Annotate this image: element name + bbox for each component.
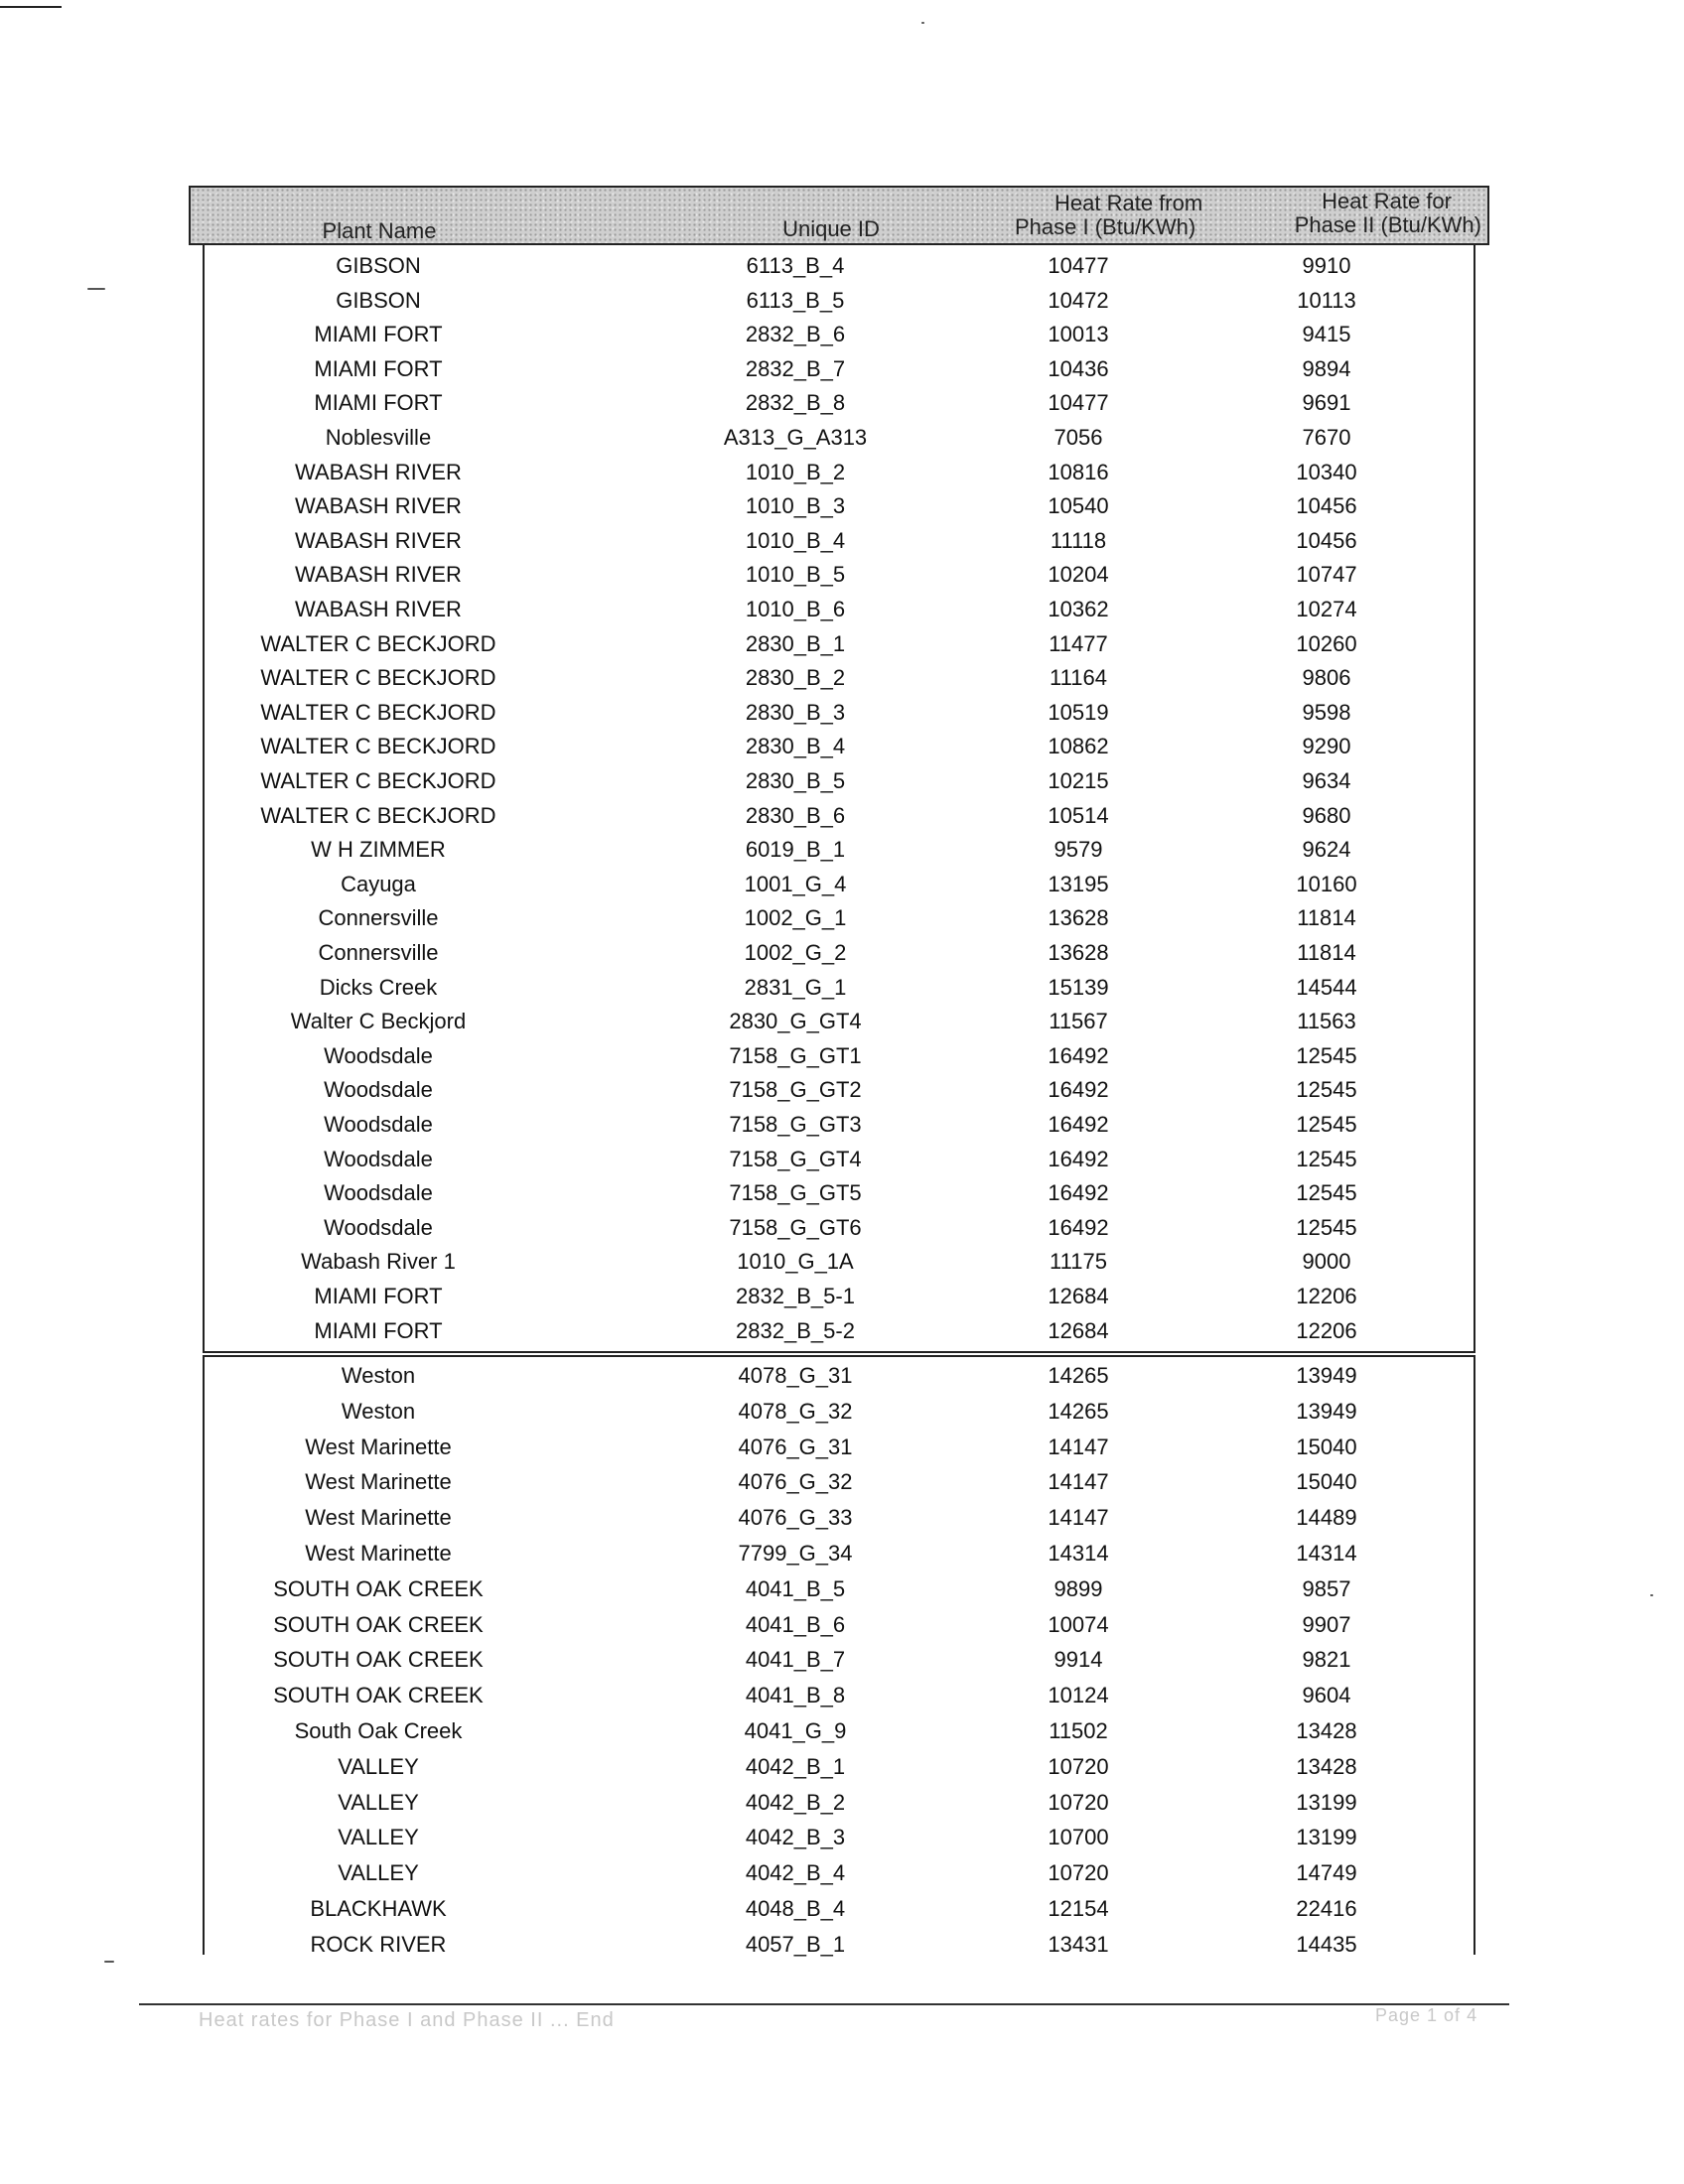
table-row — [205, 390, 1474, 424]
table-row — [205, 837, 1474, 871]
table-row — [205, 1215, 1474, 1249]
plant-name-cell: W H ZIMMER — [311, 837, 446, 863]
plant-name-cell: SOUTH OAK CREEK — [273, 1611, 484, 1637]
phase2-heat-rate-cell: 14749 — [1296, 1860, 1357, 1886]
unique-id-cell: 4041_B_5 — [745, 1575, 846, 1601]
table-row — [205, 460, 1474, 493]
table-body-section-1 — [203, 245, 1475, 1353]
header-plant-name-text: Plant Name — [322, 218, 437, 243]
phase2-heat-rate-cell: 13199 — [1296, 1789, 1357, 1815]
unique-id-cell: 6019_B_1 — [745, 837, 846, 863]
unique-id-cell: 2830_B_1 — [745, 630, 846, 656]
phase2-heat-rate-cell: 14489 — [1296, 1505, 1357, 1531]
table-row — [205, 1541, 1474, 1574]
phase1-heat-rate-cell: 10519 — [1048, 699, 1109, 725]
phase1-heat-rate-cell: 14314 — [1048, 1541, 1109, 1566]
phase1-heat-rate-cell: 9579 — [1053, 837, 1103, 863]
unique-id-cell: 7158_G_GT5 — [729, 1180, 862, 1206]
table-row — [205, 1576, 1474, 1610]
unique-id-cell: 2832_B_5-1 — [736, 1284, 855, 1308]
unique-id-cell: 1010_B_3 — [745, 493, 846, 519]
unique-id-cell: 1002_G_2 — [744, 940, 847, 965]
phase2-heat-rate-cell: 10260 — [1296, 630, 1357, 656]
phase2-heat-rate-cell: 12545 — [1296, 1042, 1357, 1068]
phase1-heat-rate-cell: 16492 — [1048, 1112, 1109, 1137]
phase1-heat-rate-cell: 10124 — [1048, 1683, 1109, 1708]
plant-name-cell: BLACKHAWK — [310, 1896, 447, 1921]
table-header — [189, 186, 1489, 245]
phase2-heat-rate-cell: 14314 — [1296, 1541, 1357, 1566]
table-row — [205, 1754, 1474, 1788]
phase1-heat-rate-cell: 10514 — [1048, 802, 1109, 828]
unique-id-cell: 2830_B_2 — [745, 665, 846, 691]
unique-id-cell: 2832_B_6 — [745, 322, 846, 347]
table-row — [205, 1860, 1474, 1894]
phase2-heat-rate-cell: 9894 — [1302, 355, 1351, 381]
unique-id-cell: 2830_G_GT4 — [729, 1009, 862, 1034]
unique-id-cell: 1001_G_4 — [744, 871, 847, 896]
table-row — [205, 1647, 1474, 1681]
unique-id-cell: 2830_B_4 — [745, 734, 846, 759]
plant-name-cell: WALTER C BECKJORD — [260, 802, 496, 828]
plant-name-cell: West Marinette — [305, 1505, 452, 1531]
unique-id-cell: 2832_B_8 — [745, 390, 846, 416]
header-phase2-line1: Heat Rate for — [1322, 189, 1452, 213]
plant-name-cell: WALTER C BECKJORD — [260, 630, 496, 656]
phase1-heat-rate-cell: 15139 — [1048, 974, 1109, 1000]
phase2-heat-rate-cell: 10274 — [1296, 597, 1357, 621]
phase2-heat-rate-cell: 7670 — [1302, 425, 1351, 450]
phase2-heat-rate-cell: 10160 — [1296, 871, 1357, 896]
table-row — [205, 631, 1474, 665]
scan-speck — [1650, 1594, 1653, 1596]
phase1-heat-rate-cell: 10436 — [1048, 355, 1109, 381]
phase1-heat-rate-cell: 10472 — [1048, 287, 1109, 313]
unique-id-cell: 7799_G_34 — [738, 1541, 853, 1566]
phase2-heat-rate-cell: 12206 — [1296, 1284, 1357, 1308]
table-row — [205, 1932, 1474, 1966]
phase2-heat-rate-cell: 9598 — [1302, 699, 1351, 725]
unique-id-cell: 2830_B_5 — [745, 768, 846, 793]
header-unique-id-text: Unique ID — [782, 216, 880, 241]
scan-speck — [104, 1961, 114, 1963]
unique-id-cell: 4048_B_4 — [745, 1896, 846, 1921]
plant-name-cell: West Marinette — [305, 1433, 452, 1459]
table-body-section-2 — [203, 1355, 1475, 1955]
phase2-heat-rate-cell: 12545 — [1296, 1146, 1357, 1171]
phase2-heat-rate-cell: 9806 — [1302, 665, 1351, 691]
phase1-heat-rate-cell: 16492 — [1048, 1077, 1109, 1103]
table-row — [205, 1612, 1474, 1646]
header-phase1-line2: Phase I (Btu/KWh) — [1015, 214, 1196, 239]
phase1-heat-rate-cell: 10204 — [1048, 562, 1109, 588]
plant-name-cell: SOUTH OAK CREEK — [273, 1683, 484, 1708]
plant-name-cell: Weston — [341, 1398, 416, 1424]
phase1-heat-rate-cell: 13628 — [1048, 940, 1109, 965]
table-row — [205, 768, 1474, 802]
phase2-heat-rate-cell: 9680 — [1302, 802, 1351, 828]
phase2-heat-rate-cell: 15040 — [1296, 1433, 1357, 1459]
phase2-heat-rate-cell: 9857 — [1302, 1575, 1351, 1601]
phase1-heat-rate-cell: 13195 — [1048, 871, 1109, 896]
plant-name-cell: ROCK RIVER — [310, 1931, 447, 1957]
plant-name-cell: Woodsdale — [324, 1112, 433, 1137]
plant-name-cell: West Marinette — [305, 1469, 452, 1495]
plant-name-cell: Cayuga — [341, 871, 416, 896]
header-phase2-line2: Phase II (Btu/KWh) — [1294, 212, 1481, 237]
unique-id-cell: 4041_B_7 — [745, 1647, 846, 1673]
phase1-heat-rate-cell: 11567 — [1049, 1009, 1108, 1034]
unique-id-cell: 1010_B_2 — [745, 459, 846, 484]
header-phase2 — [1271, 190, 1487, 237]
scan-speck — [921, 22, 924, 24]
phase2-heat-rate-cell: 14435 — [1296, 1931, 1357, 1957]
table-row — [205, 1318, 1474, 1352]
plant-name-cell: VALLEY — [338, 1789, 419, 1815]
unique-id-cell: 4078_G_31 — [738, 1363, 853, 1388]
unique-id-cell: 1010_G_1A — [737, 1249, 854, 1275]
phase2-heat-rate-cell: 9907 — [1302, 1611, 1351, 1637]
phase1-heat-rate-cell: 11502 — [1049, 1718, 1108, 1743]
phase2-heat-rate-cell: 11814 — [1297, 940, 1356, 965]
table-row — [205, 356, 1474, 390]
phase2-heat-rate-cell: 13199 — [1296, 1825, 1357, 1850]
header-phase1-line1: Heat Rate from — [1054, 191, 1203, 215]
plant-name-cell: VALLEY — [338, 1825, 419, 1850]
unique-id-cell: 2832_B_7 — [745, 355, 846, 381]
table-row — [205, 493, 1474, 527]
table-row — [205, 1284, 1474, 1317]
phase1-heat-rate-cell: 10720 — [1048, 1753, 1109, 1779]
table-row — [205, 288, 1474, 322]
plant-name-cell: Noblesville — [325, 425, 432, 450]
phase1-heat-rate-cell: 13628 — [1048, 905, 1109, 931]
plant-name-cell: Connersville — [318, 940, 439, 965]
table-row — [205, 1825, 1474, 1858]
unique-id-cell: 4042_B_2 — [745, 1789, 846, 1815]
table-row — [205, 665, 1474, 699]
table-row — [205, 322, 1474, 355]
plant-name-cell: Dicks Creek — [319, 974, 438, 1000]
plant-name-cell: WALTER C BECKJORD — [260, 768, 496, 793]
phase2-heat-rate-cell: 9604 — [1302, 1683, 1351, 1708]
phase1-heat-rate-cell: 9899 — [1053, 1575, 1103, 1601]
table-row — [205, 1180, 1474, 1214]
phase1-heat-rate-cell: 10013 — [1048, 322, 1109, 347]
phase1-heat-rate-cell: 12154 — [1048, 1896, 1109, 1921]
phase2-heat-rate-cell: 11814 — [1297, 905, 1356, 931]
plant-name-cell: South Oak Creek — [294, 1718, 463, 1743]
unique-id-cell: 4076_G_32 — [738, 1469, 853, 1495]
phase1-heat-rate-cell: 11164 — [1050, 665, 1107, 691]
phase1-heat-rate-cell: 14265 — [1048, 1363, 1109, 1388]
phase2-heat-rate-cell: 9821 — [1302, 1647, 1351, 1673]
phase1-heat-rate-cell: 13431 — [1048, 1931, 1109, 1957]
phase1-heat-rate-cell: 14265 — [1048, 1398, 1109, 1424]
plant-name-cell: Connersville — [318, 905, 439, 931]
footer-page-number: Page 1 of 4 — [1375, 2005, 1478, 2025]
table-row — [205, 425, 1474, 459]
unique-id-cell: 4041_B_6 — [745, 1611, 846, 1637]
phase1-heat-rate-cell: 9914 — [1053, 1647, 1103, 1673]
header-plant-name — [250, 219, 508, 243]
unique-id-cell: 4041_G_9 — [744, 1718, 847, 1743]
table-row — [205, 803, 1474, 837]
phase2-heat-rate-cell: 10747 — [1296, 562, 1357, 588]
plant-name-cell: WALTER C BECKJORD — [260, 699, 496, 725]
plant-name-cell: VALLEY — [338, 1753, 419, 1779]
plant-name-cell: West Marinette — [305, 1541, 452, 1566]
plant-name-cell: MIAMI FORT — [314, 355, 443, 381]
unique-id-cell: 4042_B_3 — [745, 1825, 846, 1850]
unique-id-cell: 4076_G_31 — [738, 1433, 853, 1459]
plant-name-cell: GIBSON — [336, 253, 421, 278]
table-row — [205, 872, 1474, 905]
phase1-heat-rate-cell: 14147 — [1048, 1433, 1109, 1459]
plant-name-cell: SOUTH OAK CREEK — [273, 1647, 484, 1673]
phase2-heat-rate-cell: 9910 — [1302, 253, 1351, 278]
table-row — [205, 1249, 1474, 1283]
phase2-heat-rate-cell: 12545 — [1296, 1214, 1357, 1240]
plant-name-cell: VALLEY — [338, 1860, 419, 1886]
plant-name-cell: Weston — [341, 1363, 416, 1388]
unique-id-cell: 2830_B_6 — [745, 802, 846, 828]
unique-id-cell: 1010_B_6 — [745, 597, 846, 621]
plant-name-cell: MIAMI FORT — [314, 390, 443, 416]
plant-name-cell: GIBSON — [336, 287, 421, 313]
phase2-heat-rate-cell: 10456 — [1296, 527, 1357, 553]
phase1-heat-rate-cell: 16492 — [1048, 1180, 1109, 1206]
unique-id-cell: 4057_B_1 — [745, 1931, 846, 1957]
table-row — [205, 940, 1474, 974]
plant-name-cell: WABASH RIVER — [295, 459, 462, 484]
unique-id-cell: A313_G_A313 — [723, 425, 868, 450]
unique-id-cell: 1010_B_5 — [745, 562, 846, 588]
unique-id-cell: 2832_B_5-2 — [736, 1317, 855, 1343]
phase2-heat-rate-cell: 9624 — [1302, 837, 1351, 863]
table-row — [205, 253, 1474, 287]
phase1-heat-rate-cell: 14147 — [1048, 1469, 1109, 1495]
table-row — [205, 528, 1474, 562]
table-row — [205, 1147, 1474, 1180]
phase1-heat-rate-cell: 10720 — [1048, 1789, 1109, 1815]
phase2-heat-rate-cell: 9691 — [1302, 390, 1351, 416]
table-row — [205, 700, 1474, 734]
phase2-heat-rate-cell: 9000 — [1302, 1249, 1351, 1275]
phase2-heat-rate-cell: 10340 — [1296, 459, 1357, 484]
phase1-heat-rate-cell: 10477 — [1048, 390, 1109, 416]
table-row — [205, 1077, 1474, 1111]
unique-id-cell: 4042_B_4 — [745, 1860, 846, 1886]
plant-name-cell: WALTER C BECKJORD — [260, 734, 496, 759]
plant-name-cell: MIAMI FORT — [314, 1284, 443, 1308]
table-row — [205, 1009, 1474, 1042]
phase1-heat-rate-cell: 10074 — [1048, 1611, 1109, 1637]
plant-name-cell: WABASH RIVER — [295, 493, 462, 519]
phase2-heat-rate-cell: 15040 — [1296, 1469, 1357, 1495]
table-row — [205, 1718, 1474, 1752]
phase2-heat-rate-cell: 10113 — [1297, 287, 1356, 313]
phase1-heat-rate-cell: 10215 — [1048, 768, 1109, 793]
unique-id-cell: 7158_G_GT4 — [729, 1146, 862, 1171]
plant-name-cell: Woodsdale — [324, 1180, 433, 1206]
phase2-heat-rate-cell: 13949 — [1296, 1363, 1357, 1388]
phase1-heat-rate-cell: 12684 — [1048, 1284, 1109, 1308]
plant-name-cell: WABASH RIVER — [295, 597, 462, 621]
unique-id-cell: 4078_G_32 — [738, 1398, 853, 1424]
phase1-heat-rate-cell: 10720 — [1048, 1860, 1109, 1886]
plant-name-cell: Wabash River 1 — [301, 1249, 456, 1275]
table-row — [205, 597, 1474, 630]
table-row — [205, 1112, 1474, 1146]
unique-id-cell: 7158_G_GT1 — [729, 1042, 862, 1068]
unique-id-cell: 7158_G_GT6 — [729, 1214, 862, 1240]
phase1-heat-rate-cell: 16492 — [1048, 1042, 1109, 1068]
table-row — [205, 1363, 1474, 1397]
phase2-heat-rate-cell: 10456 — [1296, 493, 1357, 519]
table-row — [205, 1896, 1474, 1930]
table-row — [205, 1469, 1474, 1503]
phase1-heat-rate-cell: 12684 — [1048, 1317, 1109, 1343]
phase1-heat-rate-cell: 11175 — [1050, 1249, 1107, 1275]
unique-id-cell: 6113_B_5 — [746, 287, 845, 313]
unique-id-cell: 7158_G_GT3 — [729, 1112, 862, 1137]
phase1-heat-rate-cell: 10540 — [1048, 493, 1109, 519]
phase2-heat-rate-cell: 12545 — [1296, 1077, 1357, 1103]
plant-name-cell: MIAMI FORT — [314, 322, 443, 347]
phase2-heat-rate-cell: 22416 — [1296, 1896, 1357, 1921]
phase1-heat-rate-cell: 10816 — [1048, 459, 1109, 484]
plant-name-cell: Woodsdale — [324, 1146, 433, 1171]
unique-id-cell: 1002_G_1 — [744, 905, 847, 931]
plant-name-cell: WALTER C BECKJORD — [260, 665, 496, 691]
phase1-heat-rate-cell: 11118 — [1050, 527, 1107, 553]
phase1-heat-rate-cell: 10700 — [1048, 1825, 1109, 1850]
phase1-heat-rate-cell: 16492 — [1048, 1214, 1109, 1240]
footer-rule — [139, 2003, 1509, 2005]
phase1-heat-rate-cell: 7056 — [1053, 425, 1103, 450]
phase2-heat-rate-cell: 9415 — [1302, 322, 1351, 347]
plant-name-cell: MIAMI FORT — [314, 1317, 443, 1343]
table-row — [205, 1790, 1474, 1824]
phase2-heat-rate-cell: 13949 — [1296, 1398, 1357, 1424]
unique-id-cell: 6113_B_4 — [746, 253, 845, 278]
table-row — [205, 734, 1474, 767]
scan-speck — [87, 288, 105, 290]
header-unique-id — [707, 217, 955, 241]
phase2-heat-rate-cell: 13428 — [1296, 1718, 1357, 1743]
phase1-heat-rate-cell: 16492 — [1048, 1146, 1109, 1171]
unique-id-cell: 1010_B_4 — [745, 527, 846, 553]
table-row — [205, 905, 1474, 939]
unique-id-cell: 4041_B_8 — [745, 1683, 846, 1708]
plant-name-cell: Walter C Beckjord — [290, 1009, 467, 1034]
phase2-heat-rate-cell: 9634 — [1302, 768, 1351, 793]
phase2-heat-rate-cell: 12545 — [1296, 1180, 1357, 1206]
plant-name-cell: SOUTH OAK CREEK — [273, 1575, 484, 1601]
phase2-heat-rate-cell: 14544 — [1296, 974, 1357, 1000]
phase1-heat-rate-cell: 10477 — [1048, 253, 1109, 278]
unique-id-cell: 7158_G_GT2 — [729, 1077, 862, 1103]
plant-name-cell: Woodsdale — [324, 1042, 433, 1068]
unique-id-cell: 2831_G_1 — [744, 974, 847, 1000]
unique-id-cell: 4042_B_1 — [745, 1753, 846, 1779]
table-row — [205, 1434, 1474, 1468]
table-row — [205, 1505, 1474, 1539]
plant-name-cell: WABASH RIVER — [295, 527, 462, 553]
unique-id-cell: 2830_B_3 — [745, 699, 846, 725]
phase1-heat-rate-cell: 14147 — [1048, 1505, 1109, 1531]
phase2-heat-rate-cell: 9290 — [1302, 734, 1351, 759]
table-row — [205, 975, 1474, 1009]
table-row — [205, 1683, 1474, 1716]
plant-name-cell: Woodsdale — [324, 1214, 433, 1240]
footer-text: Heat rates for Phase I and Phase II ... End — [199, 2009, 615, 2031]
phase2-heat-rate-cell: 13428 — [1296, 1753, 1357, 1779]
scan-artifact-line — [0, 6, 62, 8]
phase2-heat-rate-cell: 11563 — [1297, 1009, 1356, 1034]
table-row — [205, 1399, 1474, 1433]
table-row — [205, 1043, 1474, 1077]
plant-name-cell: Woodsdale — [324, 1077, 433, 1103]
table-row — [205, 562, 1474, 596]
phase1-heat-rate-cell: 10362 — [1048, 597, 1109, 621]
phase1-heat-rate-cell: 10862 — [1048, 734, 1109, 759]
unique-id-cell: 4076_G_33 — [738, 1505, 853, 1531]
phase2-heat-rate-cell: 12206 — [1296, 1317, 1357, 1343]
phase1-heat-rate-cell: 11477 — [1049, 630, 1108, 656]
phase2-heat-rate-cell: 12545 — [1296, 1112, 1357, 1137]
plant-name-cell: WABASH RIVER — [295, 562, 462, 588]
